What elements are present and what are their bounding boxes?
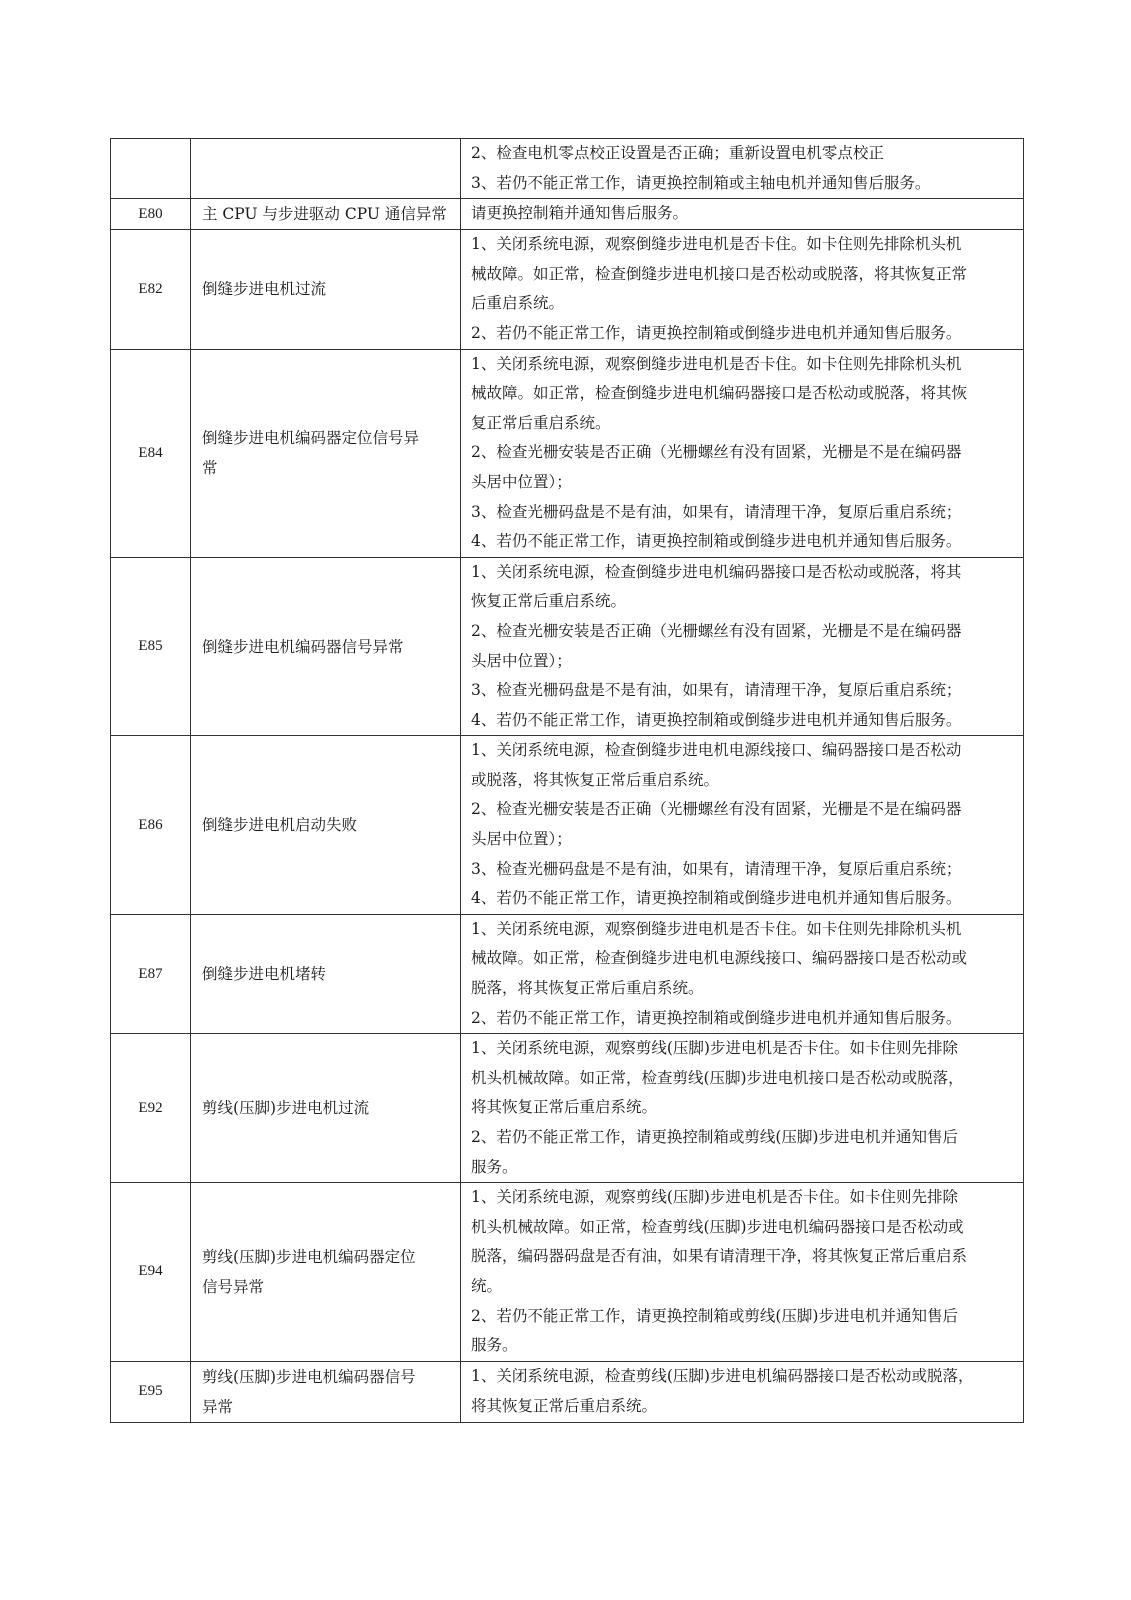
solution-step-line: 脱落，将其恢复正常后重启系统。 [471,979,704,998]
fault-code-cell: E82 [111,230,191,349]
fault-description-line: 信号异常 [202,1277,265,1296]
fault-description-cell [191,1034,461,1183]
fault-code-cell: E94 [111,1183,191,1362]
solution-step-line: 3、检查光栅码盘是不是有油，如果有，请清理干净，复原后重启系统； [471,502,962,521]
fault-solution-cell [461,736,1024,915]
fault-description-line: 主 CPU 与步进驱动 CPU 通信异常 [202,205,447,224]
fault-code-cell: E86 [111,736,191,915]
table-row [111,139,1024,199]
solution-step-line: 服务。 [471,1336,518,1355]
fault-solution-cell [461,914,1024,1033]
solution-step-line: 2、若仍不能正常工作，请更换控制箱或剪线(压脚)步进电机并通知售后 [471,1128,958,1146]
fault-description-cell [191,199,461,230]
fault-description-cell [191,1183,461,1362]
fault-solution-cell [461,1183,1024,1362]
solution-step-line: 脱落，编码器码盘是否有油，如果有请清理干净，将其恢复正常后重启系 [471,1247,968,1266]
fault-solution-cell [461,1034,1024,1183]
fault-description-line: 剪线(压脚)步进电机编码器定位 [202,1247,416,1266]
solution-step-line: 2、若仍不能正常工作，请更换控制箱或倒缝步进电机并通知售后服务。 [471,323,962,342]
fault-description-line: 倒缝步进电机堵转 [202,965,327,984]
solution-step-line: 1、关闭系统电源，检查倒缝步进电机编码器接口是否松动或脱落，将其 [471,562,962,581]
table-row [111,914,1024,1033]
solution-step-line: 械故障。如正常，检查倒缝步进电机接口是否松动或脱落，将其恢复正常 [471,264,968,283]
table-row [111,349,1024,557]
table-row [111,199,1024,230]
solution-step-line: 2、检查光栅安装是否正确（光栅螺丝有没有固紧，光栅是不是在编码器 [471,621,962,640]
solution-step-line: 2、若仍不能正常工作，请更换控制箱或剪线(压脚)步进电机并通知售后 [471,1306,958,1325]
solution-step-line: 2、检查光栅安装是否正确（光栅螺丝有没有固紧，光栅是不是在编码器 [471,443,962,462]
fault-code-cell [111,139,191,199]
table-row [111,230,1024,349]
solution-step-line: 机头机械故障。如正常，检查剪线(压脚)步进电机编码器接口是否松动或 [471,1217,964,1236]
fault-description-cell [191,139,461,199]
fault-code-cell: E84 [111,349,191,557]
fault-solution-cell [461,199,1024,230]
solution-step-line: 1、关闭系统电源，观察剪线(压脚)步进电机是否卡住。如卡住则先排除 [471,1188,958,1207]
table-row [111,1361,1024,1422]
fault-description-line: 倒缝步进电机启动失败 [202,816,358,835]
solution-step-line: 械故障。如正常，检查倒缝步进电机编码器接口是否松动或脱落，将其恢 [471,384,968,403]
solution-step-line: 恢复正常后重启系统。 [471,592,627,611]
fault-description-line: 倒缝步进电机过流 [202,280,327,299]
fault-description-cell [191,736,461,915]
table-row [111,1183,1024,1362]
fault-description-line: 异常 [202,1397,234,1416]
solution-step-line: 1、关闭系统电源，检查剪线(压脚)步进电机编码器接口是否松动或脱落， [471,1367,974,1386]
table-row [111,557,1024,736]
solution-step-line: 机头机械故障。如正常，检查剪线(压脚)步进电机接口是否松动或脱落， [471,1068,964,1087]
solution-step-line: 2、检查光栅安装是否正确（光栅螺丝有没有固紧，光栅是不是在编码器 [471,800,962,819]
table-row [111,736,1024,915]
fault-code-cell: E95 [111,1361,191,1422]
solution-step-line: 复正常后重启系统。 [471,413,611,432]
fault-solution-cell [461,1361,1024,1422]
solution-step-line: 1、关闭系统电源，观察倒缝步进电机是否卡住。如卡住则先排除机头机 [471,354,962,373]
fault-solution-cell [461,349,1024,557]
solution-step-line: 服务。 [471,1157,518,1176]
fault-table-body [111,139,1024,1423]
solution-step-line: 械故障。如正常，检查倒缝步进电机电源线接口、编码器接口是否松动或 [471,949,968,968]
solution-step-line: 3、检查光栅码盘是不是有油，如果有，请清理干净，复原后重启系统； [471,681,962,700]
solution-step-line: 2、检查电机零点校正设置是否正确；重新设置电机零点校正 [471,144,884,162]
fault-code-cell: E87 [111,914,191,1033]
fault-description-line: 倒缝步进电机编码器定位信号异 [202,429,420,448]
solution-step-line: 3、检查光栅码盘是不是有油，如果有，请清理干净，复原后重启系统； [471,859,962,878]
fault-code-cell: E85 [111,557,191,736]
fault-description-line: 常 [202,459,218,478]
solution-step-line: 头居中位置）； [471,472,572,491]
fault-solution-cell [461,139,1024,199]
solution-step-line: 1、关闭系统电源，观察倒缝步进电机是否卡住。如卡住则先排除机头机 [471,919,962,938]
solution-step-line: 后重启系统。 [471,294,565,313]
fault-solution-cell [461,557,1024,736]
solution-step-line: 3、若仍不能正常工作，请更换控制箱或主轴电机并通知售后服务。 [471,173,931,192]
fault-description-line: 剪线(压脚)步进电机编码器信号 [202,1367,416,1386]
solution-step-line: 1、关闭系统电源，检查倒缝步进电机电源线接口、编码器接口是否松动 [471,741,962,760]
solution-step-line: 4、若仍不能正常工作，请更换控制箱或倒缝步进电机并通知售后服务。 [471,532,962,551]
fault-description-line: 倒缝步进电机编码器信号异常 [202,637,404,656]
solution-step-line: 1、关闭系统电源，观察倒缝步进电机是否卡住。如卡住则先排除机头机 [471,235,962,254]
solution-step-line: 统。 [471,1276,503,1295]
solution-step-line: 2、若仍不能正常工作，请更换控制箱或倒缝步进电机并通知售后服务。 [471,1008,962,1027]
fault-code-cell: E92 [111,1034,191,1183]
solution-step-line: 1、关闭系统电源，观察剪线(压脚)步进电机是否卡住。如卡住则先排除 [471,1039,958,1058]
fault-description-cell [191,1361,461,1422]
fault-code-cell: E80 [111,199,191,230]
fault-description-cell [191,349,461,557]
solution-step-line: 4、若仍不能正常工作，请更换控制箱或倒缝步进电机并通知售后服务。 [471,710,962,729]
solution-step-line: 请更换控制箱并通知售后服务。 [471,204,689,223]
fault-description-line: 剪线(压脚)步进电机过流 [202,1099,370,1118]
fault-solution-cell [461,230,1024,349]
solution-step-line: 头居中位置）； [471,830,572,849]
solution-step-line: 将其恢复正常后重启系统。 [471,1396,658,1415]
solution-step-line: 将其恢复正常后重启系统。 [471,1098,658,1117]
fault-description-cell [191,557,461,736]
fault-code-table [110,138,1024,1423]
fault-description-cell [191,914,461,1033]
fault-description-cell [191,230,461,349]
solution-step-line: 头居中位置）； [471,651,572,670]
solution-step-line: 4、若仍不能正常工作，请更换控制箱或倒缝步进电机并通知售后服务。 [471,889,962,908]
solution-step-line: 或脱落，将其恢复正常后重启系统。 [471,770,720,789]
table-row [111,1034,1024,1183]
